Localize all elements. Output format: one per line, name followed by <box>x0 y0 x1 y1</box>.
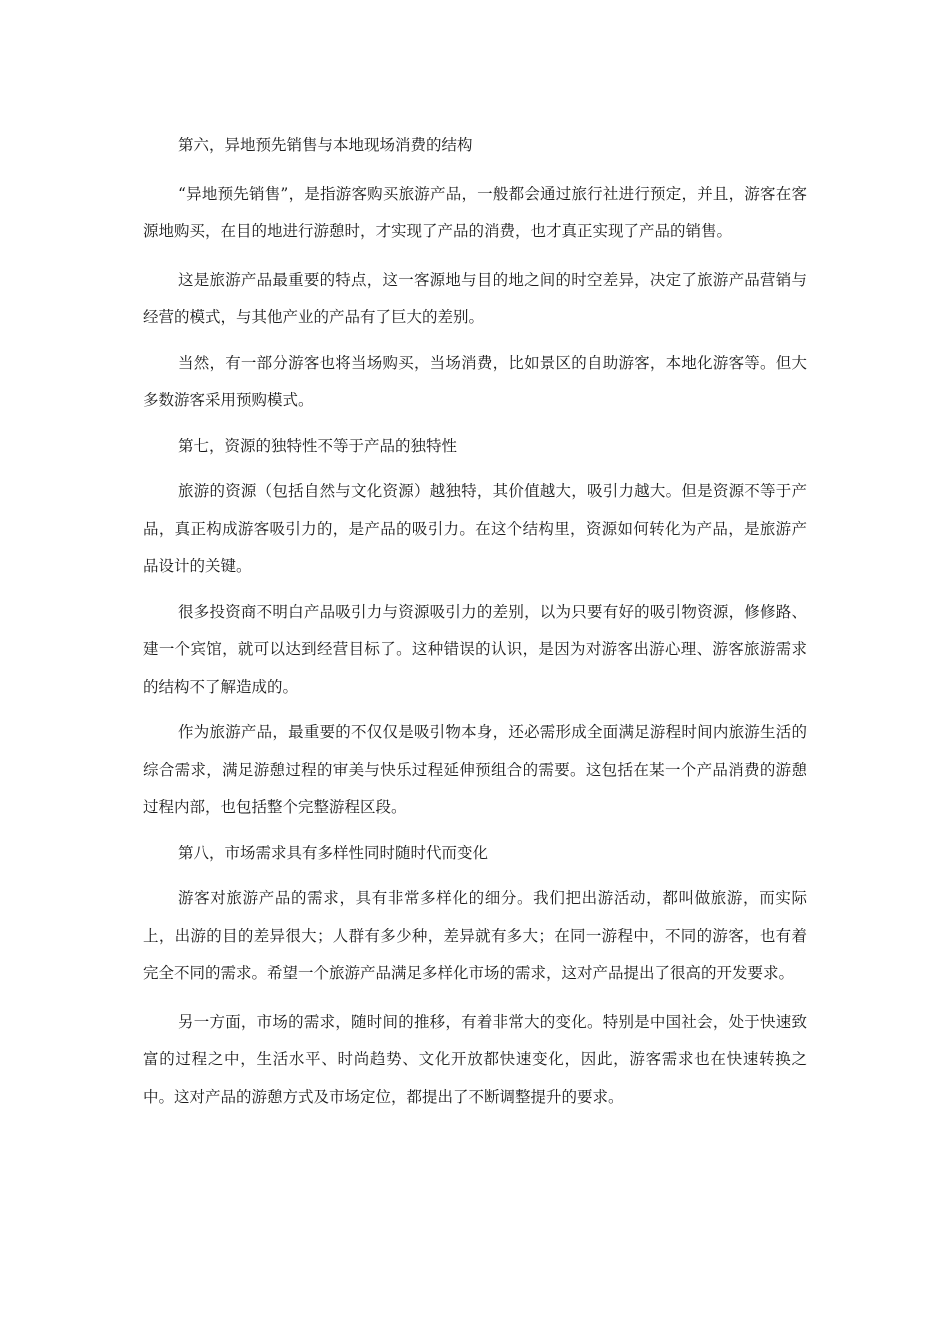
paragraph: 旅游的资源（包括自然与文化资源）越独特，其价值越大，吸引力越大。但是资源不等于产品，真正构成游客吸引力的，是产品的吸引力。在这个结构里，资源如何转化为产品，是旅游产品设计的关键。 <box>143 482 807 575</box>
document-body <box>143 127 807 1116</box>
paragraph: 当然，有一部分游客也将当场购买，当场消费，比如景区的自助游客，本地化游客等。但大多数游客采用预购模式。 <box>143 353 807 409</box>
paragraph: 作为旅游产品，最重要的不仅仅是吸引物本身，还必需形成全面满足游程时间内旅游生活的综合需求，满足游憩过程的审美与快乐过程延伸预组合的需要。这包括在某一个产品消费的游憩过程内部，也包括整个完整游程区段。 <box>143 723 807 816</box>
paragraph: 游客对旅游产品的需求，具有非常多样化的细分。我们把出游活动，都叫做旅游，而实际上，出游的目的差异很大；人群有多少种，差异就有多大；在同一游程中，不同的游客，也有着完全不同的需求。希望一个旅游产品满足多样化市场的需求，这对产品提出了很高的开发要求。 <box>143 889 807 982</box>
paragraph: 这是旅游产品最重要的特点，这一客源地与目的地之间的时空差异，决定了旅游产品营销与经营的模式，与其他产业的产品有了巨大的差别。 <box>143 270 807 326</box>
paragraph: 很多投资商不明白产品吸引力与资源吸引力的差别，以为只要有好的吸引物资源，修修路、建一个宾馆，就可以达到经营目标了。这种错误的认识，是因为对游客出游心理、游客旅游需求的结构不了解造成的。 <box>143 602 807 696</box>
paragraph: 另一方面，市场的需求，随时间的推移，有着非常大的变化。特别是中国社会，处于快速致富的过程之中，生活水平、时尚趋势、文化开放都快速变化，因此，游客需求也在快速转换之中。这对产品的游憩方式及市场定位，都提出了不断调整提升的要求。 <box>143 1012 807 1106</box>
paragraph: “异地预先销售”，是指游客购买旅游产品，一般都会通过旅行社进行预定，并且，游客在客源地购买，在目的地进行游憩时，才实现了产品的消费，也才真正实现了产品的销售。 <box>143 184 807 240</box>
section-heading-6: 第六，异地预先销售与本地现场消费的结构 <box>178 136 473 154</box>
section-heading-8: 第八，市场需求具有多样性同时随时代而变化 <box>178 843 489 862</box>
section-heading-7: 第七，资源的独特性不等于产品的独特性 <box>178 436 458 455</box>
